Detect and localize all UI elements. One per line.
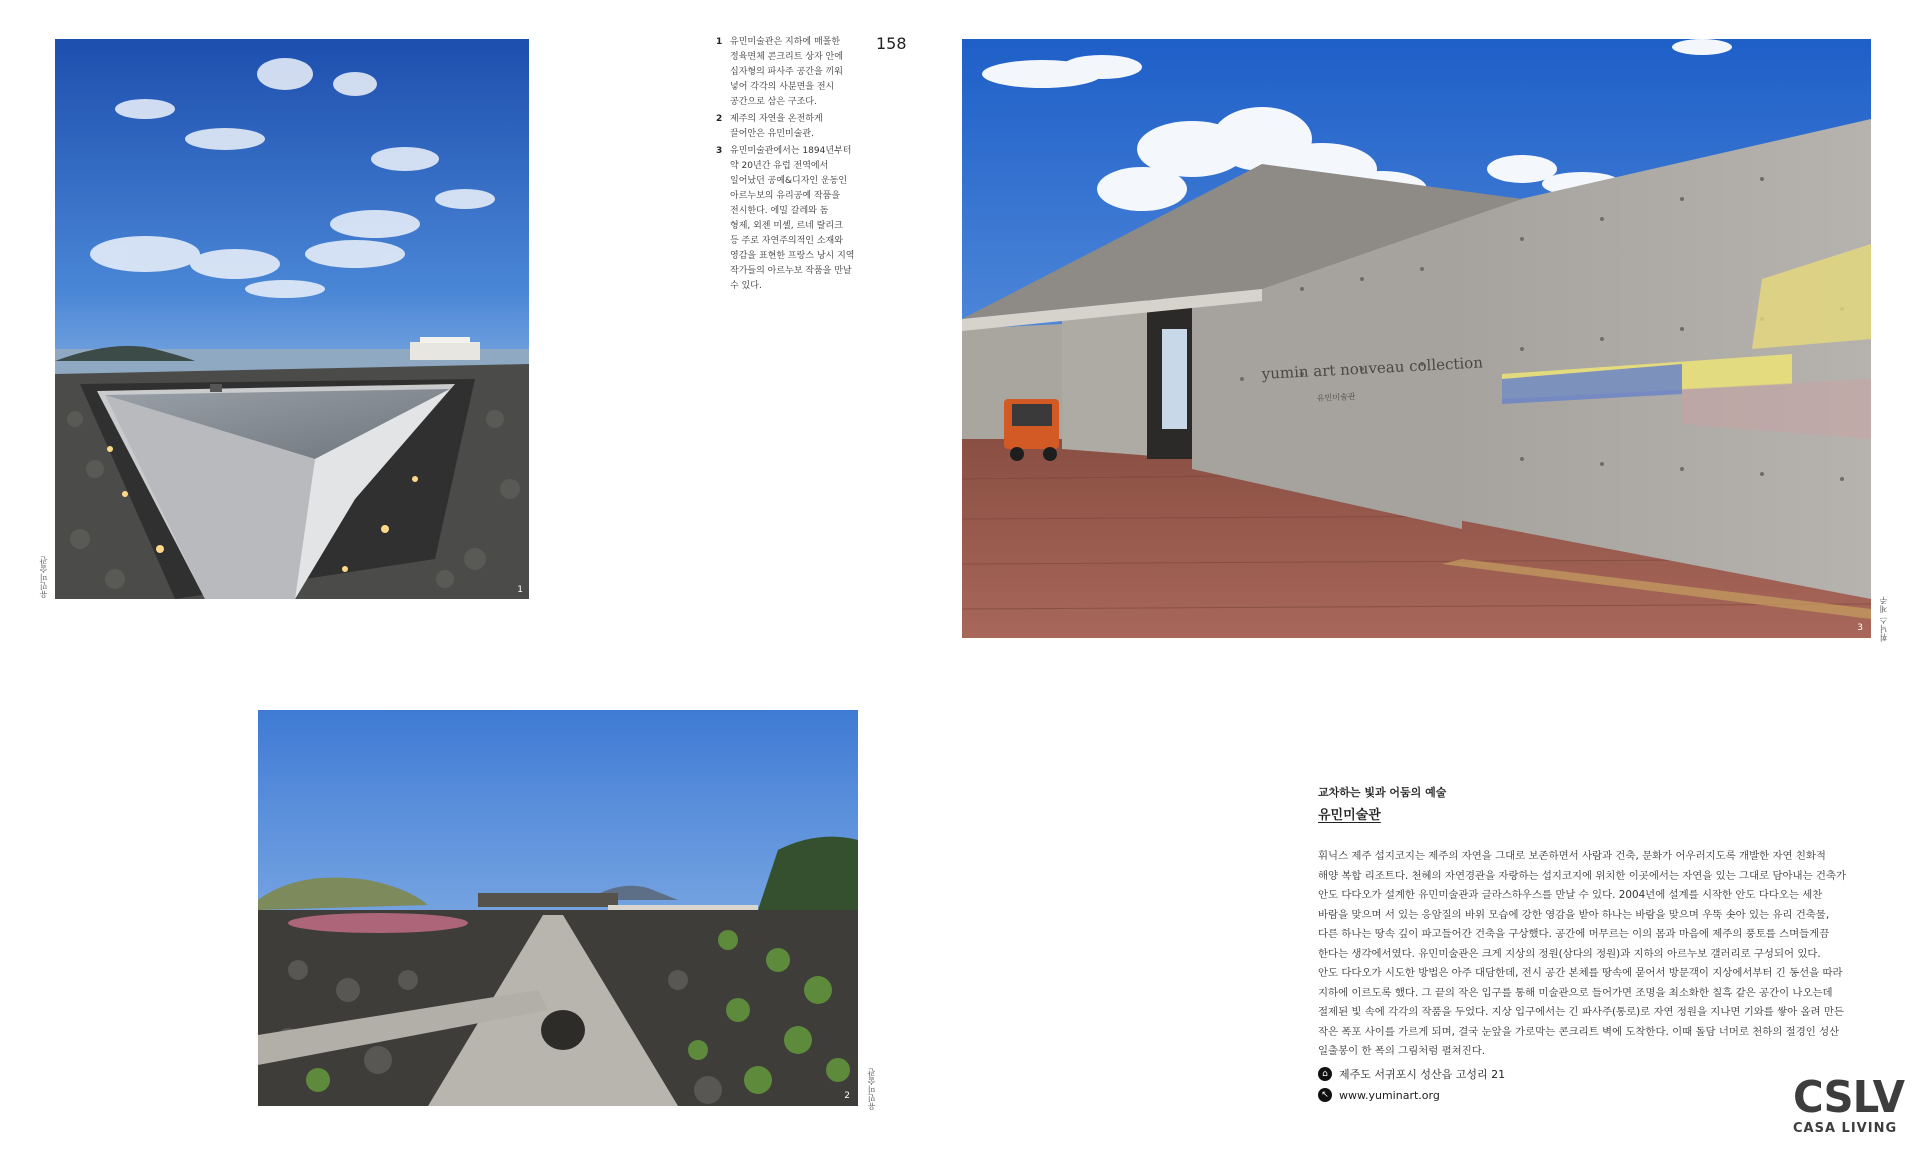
caption-text: 유민미술관은 지하에 매몰한 정육면체 콘크리트 상자 안에 십자형의 파사주 공간을 끼워 넣어 각각의 사분면을 전시 공간으로 삼은 구조다. <box>730 37 843 107</box>
page-number: 158 <box>876 34 907 53</box>
photo-museum-entrance <box>962 39 1871 638</box>
article <box>1318 784 1870 1104</box>
photo-credit: 유민미술관 <box>867 1068 876 1111</box>
photo-garden-path <box>258 710 858 1106</box>
website-link[interactable]: www.yuminart.org <box>1339 1088 1440 1102</box>
photo-captions <box>716 35 856 296</box>
photo-number: 1 <box>517 585 523 595</box>
article-kicker: 교차하는 빛과 어둠의 예술 <box>1318 786 1447 799</box>
photo-credit: 휘닉스 제주 <box>1879 596 1888 642</box>
photo-credit: 유민미술관 <box>39 556 48 599</box>
caption-3 <box>716 144 856 294</box>
logo-sub-text: CASA LIVING <box>1793 1121 1898 1136</box>
caption-number: 3 <box>716 146 723 156</box>
wall-sign-text: yumin art nouveau collection <box>1261 353 1484 383</box>
photo-number: 2 <box>844 1091 850 1101</box>
caption-2 <box>716 112 856 142</box>
cursor-arrow-icon: ↖ <box>1318 1088 1332 1102</box>
photo-museum-aerial <box>55 39 529 599</box>
photo-number: 3 <box>1857 623 1863 633</box>
article-title: 유민미술관 <box>1318 808 1381 823</box>
location-pin-icon: ⌂ <box>1318 1067 1332 1081</box>
address-row <box>1318 1066 1870 1083</box>
address-text: 제주도 서귀포시 성산읍 고성리 21 <box>1339 1068 1506 1081</box>
wall-sign-subtext: 유민미술관 <box>1316 391 1356 403</box>
article-body: 휘닉스 제주 섭지코지는 제주의 자연을 그대로 보존하면서 사람과 건축, 문화가 어우러지도록 개발한 자연 친화적 해양 복합 리조트다. 천혜의 자연경관을 자랑하는 섭지코지에 위치한 이곳에서는 자연을 있는 그대로 담아내는 건축가 안도 다다오가 설계한 유민미술관과 글라스하우스를 만날 수 있다. 2004년에 설계를 시작한 안도 다다오는 세찬 바람을 맞으며 서 있는 응암질의 바위 모습에 강한 영감을 받아 하나는 바람을 맞으며 우뚝 솟아 있는 유리 건축물, 다른 하나는 땅속 깊이 파고들어간 건축을 구상했다. 공간에 머무르는 이의 몸과 마음에 제주의 풍토를 스며들게끔 한다는 생각에서였다. 유민미술관은 크게 지상의 정원(삼다의 정원)과 지하의 아르누보 갤러리로 구성되어 있다. 안도 다다오가 시도한 방법은 아주 대담한데, 전시 공간 본체를 땅속에 묻어서 방문객이 지상에서부터 긴 동선을 따라 지하에 이르도록 했다. 그 끝의 작은 입구를 통해 미술관으로 들어가면 조명을 최소화한 칠흑 같은 공간이 나오는데 절제된 빛 속에 각각의 작품을 두었다. 지상 입구에서는 긴 파사주(통로)로 자연 정원을 지나면 기와를 쌓아 올려 만든 작은 폭포 사이를 가르게 되며, 결국 눈앞을 가로막는 콘크리트 벽에 도착한다. 이때 돌담 너머로 천하의 절경인 성산 일출봉이 한 폭의 그림처럼 펼쳐진다. <box>1318 850 1847 1057</box>
caption-text: 유민미술관에서는 1894년부터 약 20년간 유럽 전역에서 일어났던 공예&디자인 운동인 아르누보의 유리공예 작품을 전시한다. 에밀 갈레와 돔 형제, 외젠 미셸, 르네 랄리크 등 주로 자연주의적인 소재와 영감을 표현한 프랑스 낭시 지역 작가들의 아르누보 작품을 만날 수 있다. <box>730 146 855 291</box>
website-row[interactable] <box>1318 1087 1870 1104</box>
caption-text: 제주의 자연을 온전하게 끌어안은 유민미술관. <box>730 114 823 139</box>
magazine-logo <box>1793 1072 1913 1136</box>
caption-number: 1 <box>716 37 723 47</box>
logo-main-text: CSLV <box>1793 1072 1904 1123</box>
caption-1 <box>716 35 856 110</box>
caption-number: 2 <box>716 114 723 124</box>
